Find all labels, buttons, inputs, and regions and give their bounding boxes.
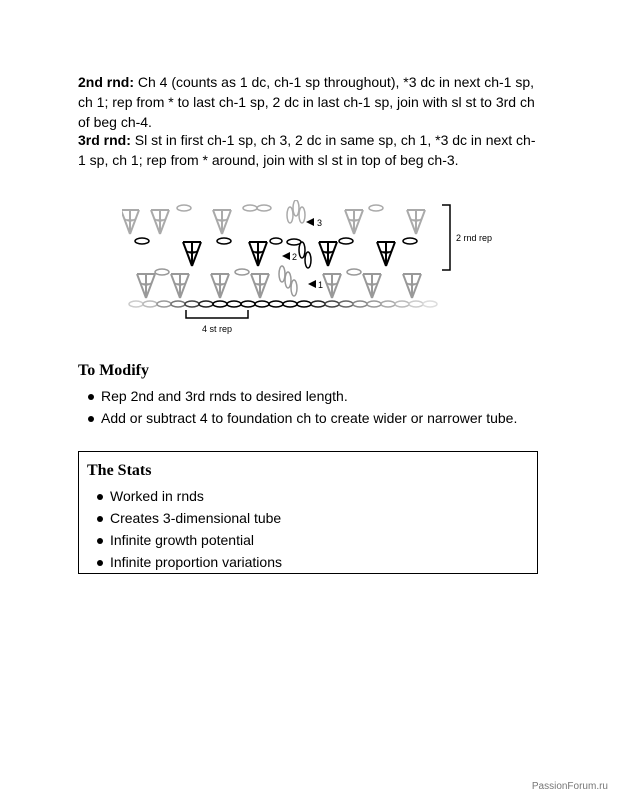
foundation-chain <box>129 301 437 307</box>
round-markers <box>282 218 323 290</box>
stitch-repeat-bracket <box>186 310 248 318</box>
round-3-marker: 3 <box>317 218 323 228</box>
round-repeat-bracket <box>442 205 450 270</box>
watermark: PassionForum.ru <box>531 781 608 792</box>
round-3-text: Sl st in first ch-1 sp, ch 3, 2 dc in same sp, ch 1, *3 dc in next ch-1 sp, ch 1; rep from * around, join with sl st in top of beg ch-3. <box>78 132 536 168</box>
modify-list <box>88 387 528 431</box>
list-item-text: Rep 2nd and 3rd rnds to desired length. <box>101 388 348 404</box>
bullet-icon <box>97 516 103 522</box>
stitch-repeat-label: 4 st rep <box>202 324 233 334</box>
list-item-text: Add or subtract 4 to foundation ch to create wider or narrower tube. <box>101 410 518 426</box>
list-item <box>97 509 517 528</box>
round-3-label: 3rd rnd: <box>78 132 131 148</box>
list-item <box>97 553 517 572</box>
round-3-instructions <box>78 130 538 170</box>
list-item <box>88 387 528 406</box>
bullet-icon <box>88 394 94 400</box>
crochet-stitch-diagram <box>122 200 502 340</box>
round-2-arrow-icon <box>282 252 290 260</box>
round-2-text: Ch 4 (counts as 1 dc, ch-1 sp throughout), *3 dc in next ch-1 sp, ch 1; rep from * to last ch-1 sp, 2 dc in last ch-1 sp, join with sl st to 3rd ch of beg ch-4. <box>78 74 535 130</box>
round-1-stitches <box>137 266 421 298</box>
round-3-stitches <box>151 200 425 234</box>
round-1-marker: 1 <box>318 280 324 290</box>
bullet-icon <box>97 560 103 566</box>
bullet-icon <box>97 494 103 500</box>
stats-heading: The Stats <box>87 462 152 479</box>
round-2-instructions <box>78 72 538 132</box>
list-item-text: Infinite proportion variations <box>110 554 282 570</box>
round-1-arrow-icon <box>308 280 316 288</box>
round-2-label: 2nd rnd: <box>78 74 134 90</box>
stats-list <box>97 487 517 575</box>
list-item-text: Infinite growth potential <box>110 532 254 548</box>
list-item <box>97 487 517 506</box>
round-2-stitches <box>135 238 417 268</box>
round-3-arrow-icon <box>306 218 314 226</box>
list-item-text: Worked in rnds <box>110 488 204 504</box>
bullet-icon <box>88 416 94 422</box>
list-item-text: Creates 3-dimensional tube <box>110 510 282 526</box>
modify-heading: To Modify <box>78 362 149 379</box>
bullet-icon <box>97 538 103 544</box>
round-2-marker: 2 <box>292 252 298 262</box>
list-item <box>88 409 528 428</box>
stats-box <box>78 451 538 574</box>
list-item <box>97 531 517 550</box>
round-repeat-label: 2 rnd rep <box>456 233 493 243</box>
